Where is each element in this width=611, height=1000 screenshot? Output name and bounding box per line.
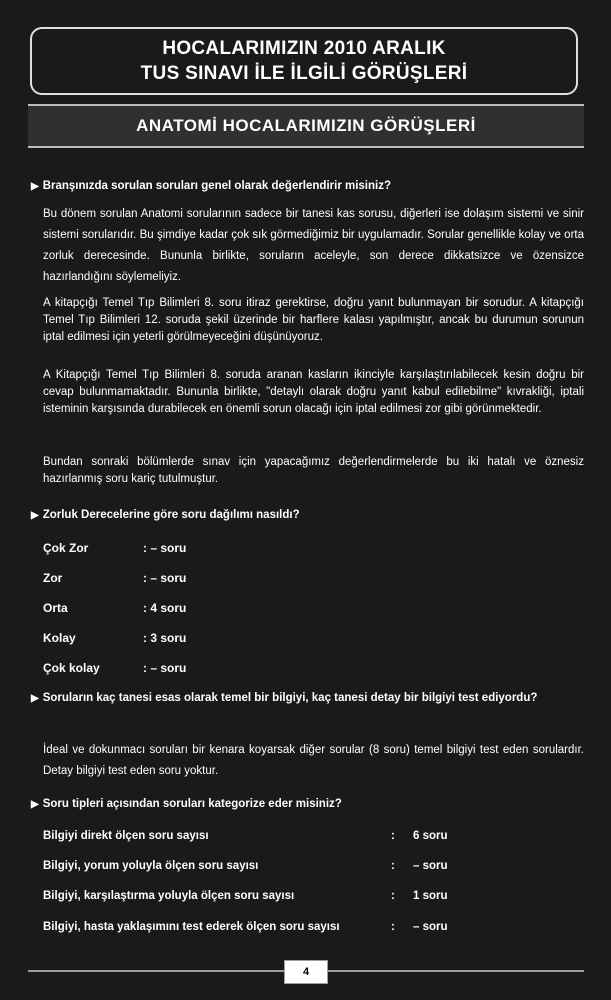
question-type-row xyxy=(43,856,523,876)
bullet-arrow-icon: ▶ xyxy=(31,693,39,704)
difficulty-label: Çok Zor xyxy=(43,541,89,555)
question-type-label: Bilgiyi direkt ölçen soru sayısı xyxy=(43,830,209,842)
question-type-row xyxy=(43,886,523,906)
difficulty-value: : – soru xyxy=(143,661,187,675)
title-line-2: TUS SINAVI İLE İLGİLİ GÖRÜŞLERİ xyxy=(140,63,468,84)
question-type-label: Bilgiyi, yorum yoluyla ölçen soru sayısı xyxy=(43,860,259,872)
question-type-value: 6 soru xyxy=(413,830,448,842)
question-type-colon: : xyxy=(391,830,395,842)
paragraph-basic-vs-detail: İdeal ve dokunmacı soruları bir kenara koyarsak diğer sorular (8 soru) temel bilgiyi test eden sorulardır. Detay bilgiyi test eden soru yoktur. xyxy=(43,744,584,777)
section-heading: ANATOMİ HOCALARIMIZIN GÖRÜŞLERİ xyxy=(28,104,584,148)
paragraph-objection-note-1: A kitapçığı Temel Tıp Bilimleri 8. soru itiraz gerektirse, doğru yanıt bulunmayan bir sorudur. A kitapçığı Temel Tıp Bilimleri 12. soruda şekil üzerinde bir harflere kalası yapılmıştır, ancak bu durumun sorunun iptal edilmesi için yeterli görülmeyeceğini düşünüyoruz. xyxy=(43,297,584,343)
question-type-colon: : xyxy=(391,921,395,933)
bullet-arrow-icon: ▶ xyxy=(31,181,39,192)
bullet-arrow-icon: ▶ xyxy=(31,799,39,810)
document-title-box xyxy=(30,27,578,95)
question-type-value: 1 soru xyxy=(413,890,448,902)
difficulty-row xyxy=(43,658,186,678)
question-type-colon: : xyxy=(391,860,395,872)
difficulty-value: : – soru xyxy=(143,541,187,555)
question-type-colon: : xyxy=(391,890,395,902)
title-line-1: HOCALARIMIZIN 2010 ARALIK xyxy=(162,38,446,59)
question-1: ▶ Branşınızda sorulan soruları genel olarak değerlendirir misiniz? xyxy=(31,180,391,192)
difficulty-value: : – soru xyxy=(143,571,187,585)
difficulty-value: : 4 soru xyxy=(143,601,187,615)
question-type-value: – soru xyxy=(413,921,448,933)
question-type-row xyxy=(43,917,523,937)
question-3: ▶ Soruların kaç tanesi esas olarak temel bir bilgiyi, kaç tanesi detay bir bilgiyi test ediyordu? xyxy=(31,692,538,704)
question-4: ▶ Soru tipleri açısından soruları kategorize eder misiniz? xyxy=(31,798,342,810)
difficulty-row xyxy=(43,568,186,588)
difficulty-label: Çok kolay xyxy=(43,661,100,675)
question-type-label: Bilgiyi, hasta yaklaşımını test ederek ölçen soru sayısı xyxy=(43,921,340,933)
difficulty-label: Zor xyxy=(43,571,63,585)
difficulty-label: Orta xyxy=(43,601,68,615)
question-type-row xyxy=(43,826,523,846)
paragraph-exclusion-note: Bundan sonraki bölümlerde sınav için yapacağımız değerlendirmelerde bu iki hatalı ve öznesiz hazırlanmış soru kariç tutulmuştur. xyxy=(43,456,584,485)
difficulty-label: Kolay xyxy=(43,631,76,645)
difficulty-value: : 3 soru xyxy=(143,631,187,645)
difficulty-row xyxy=(43,628,186,648)
question-type-value: – soru xyxy=(413,860,448,872)
paragraph-objection-note-2: A Kitapçığı Temel Tıp Bilimleri 8. soruda aranan kasların ikinciyle karşılaştırılabilecek kesin doğru bir cevap bulunmamaktadır. Bununla birlikte, "detaylı olarak doğru yanıt kabul edilebilme" kıvrakliği, iptali isteminin karşısında durabilecek en önemli sorun olacağı için iptal edilmesi zor gibi görünmektedir. xyxy=(43,369,584,415)
question-type-label: Bilgiyi, karşılaştırma yoluyla ölçen soru sayısı xyxy=(43,890,295,902)
bullet-arrow-icon: ▶ xyxy=(31,510,39,521)
question-2: ▶ Zorluk Derecelerine göre soru dağılımı nasıldı? xyxy=(31,509,300,521)
paragraph-general-evaluation: Bu dönem sorulan Anatomi sorularının sadece bir tanesi kas sorusu, diğerleri ise dolaşım sistemi ve sinir sistemi sorularıdır. Bu şimdiye kadar çok sık görmediğimiz bir uygulamadır. Sorular genellikle kolay ve orta zorluk derecesinde. Bununla birlikte, soruların aceleyle, son derece dikkatsizce ve özensizce hazırlandığını söylemeliyiz. xyxy=(43,208,584,283)
difficulty-row xyxy=(43,538,186,558)
page-number: 4 xyxy=(284,960,328,984)
difficulty-row xyxy=(43,598,186,618)
